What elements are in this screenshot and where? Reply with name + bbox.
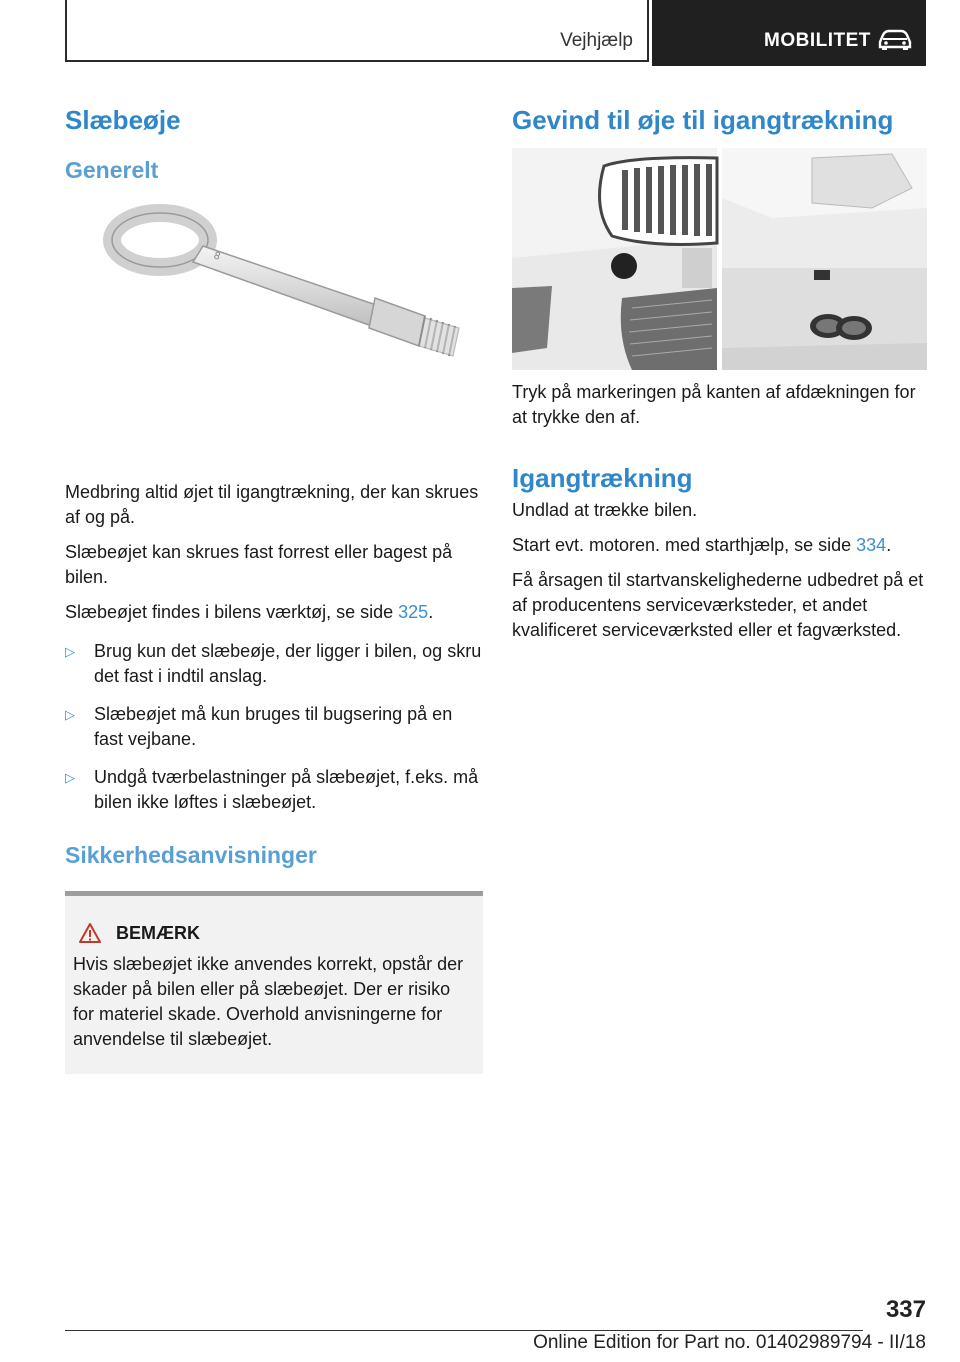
section-title-igangtraekning: Igangtrækning — [512, 463, 693, 493]
section-tab — [65, 0, 649, 62]
warning-text: Hvis slæbeøjet ikke anvendes korrekt, opstår der skader på bilen eller på slæbeøjet. Der er risiko for materiel skade. Overhold anvisningerne for anvendelse til slæbeøjet. — [73, 954, 464, 1049]
page-header — [65, 0, 926, 66]
tow-eye-illustration — [65, 200, 483, 432]
car-icon — [877, 28, 913, 50]
list-item: ▷ Slæbeøjet må kun bruges til bugsering på en fast vejbane. — [65, 702, 483, 752]
warning-box — [65, 891, 483, 1074]
paragraph: Undlad at trække bilen. — [512, 500, 698, 520]
section-label: Vejhjælp — [560, 30, 633, 51]
warning-triangle-icon — [78, 922, 102, 944]
paragraph: Slæbeøjet kan skrues fast forrest eller bagest på bilen. — [65, 542, 453, 587]
left-column — [65, 100, 483, 1074]
paragraph: Medbring altid øjet til igangtrækning, der kan skrues af og på. — [65, 482, 479, 527]
bullet-list — [65, 639, 483, 815]
subsection-safety: Sikkerhedsanvisninger — [65, 842, 317, 868]
section-title: Slæbeøje — [65, 105, 181, 135]
subsection-general: Generelt — [65, 157, 159, 183]
bumper-illustration — [512, 148, 927, 370]
page-number: 337 — [885, 1296, 926, 1323]
paragraph: Start evt. motoren. med starthjælp, se side 334. — [512, 535, 892, 555]
edition-text: Online Edition for Part no. 01402989794 - II/18 — [533, 1332, 926, 1353]
figure-caption: Tryk på markeringen på kanten af afdækningen for at trykke den af. — [512, 382, 916, 427]
footer-divider — [65, 1330, 863, 1331]
warning-title: BEMÆRK — [116, 922, 200, 943]
car-bumper-figure — [512, 148, 927, 370]
chapter-label: MOBILITET — [764, 30, 871, 51]
paragraph: Få årsagen til startvanskelighederne udbedret på et af producentens serviceværksteder, et andet kvalificeret serviceværksted eller et fagværksted. — [512, 570, 924, 640]
hook-marking: 8 — [212, 250, 222, 263]
list-item: ▷ Brug kun det slæbeøje, der ligger i bilen, og skru det fast i indtil anslag. — [65, 639, 483, 689]
page-link-334[interactable]: 334 — [856, 535, 887, 555]
list-item: ▷ Undgå tværbelastninger på slæbeøjet, f.eks. må bilen ikke løftes i slæbeøjet. — [65, 765, 483, 815]
chapter-tab — [652, 0, 926, 66]
paragraph: Slæbeøjet findes i bilens værktøj, se side 325. — [65, 602, 434, 622]
section-title: Gevind til øje til igangtrækning — [512, 105, 894, 135]
page-link-325[interactable]: 325 — [398, 602, 429, 622]
tow-eye-figure — [65, 200, 483, 432]
right-column — [512, 100, 930, 653]
